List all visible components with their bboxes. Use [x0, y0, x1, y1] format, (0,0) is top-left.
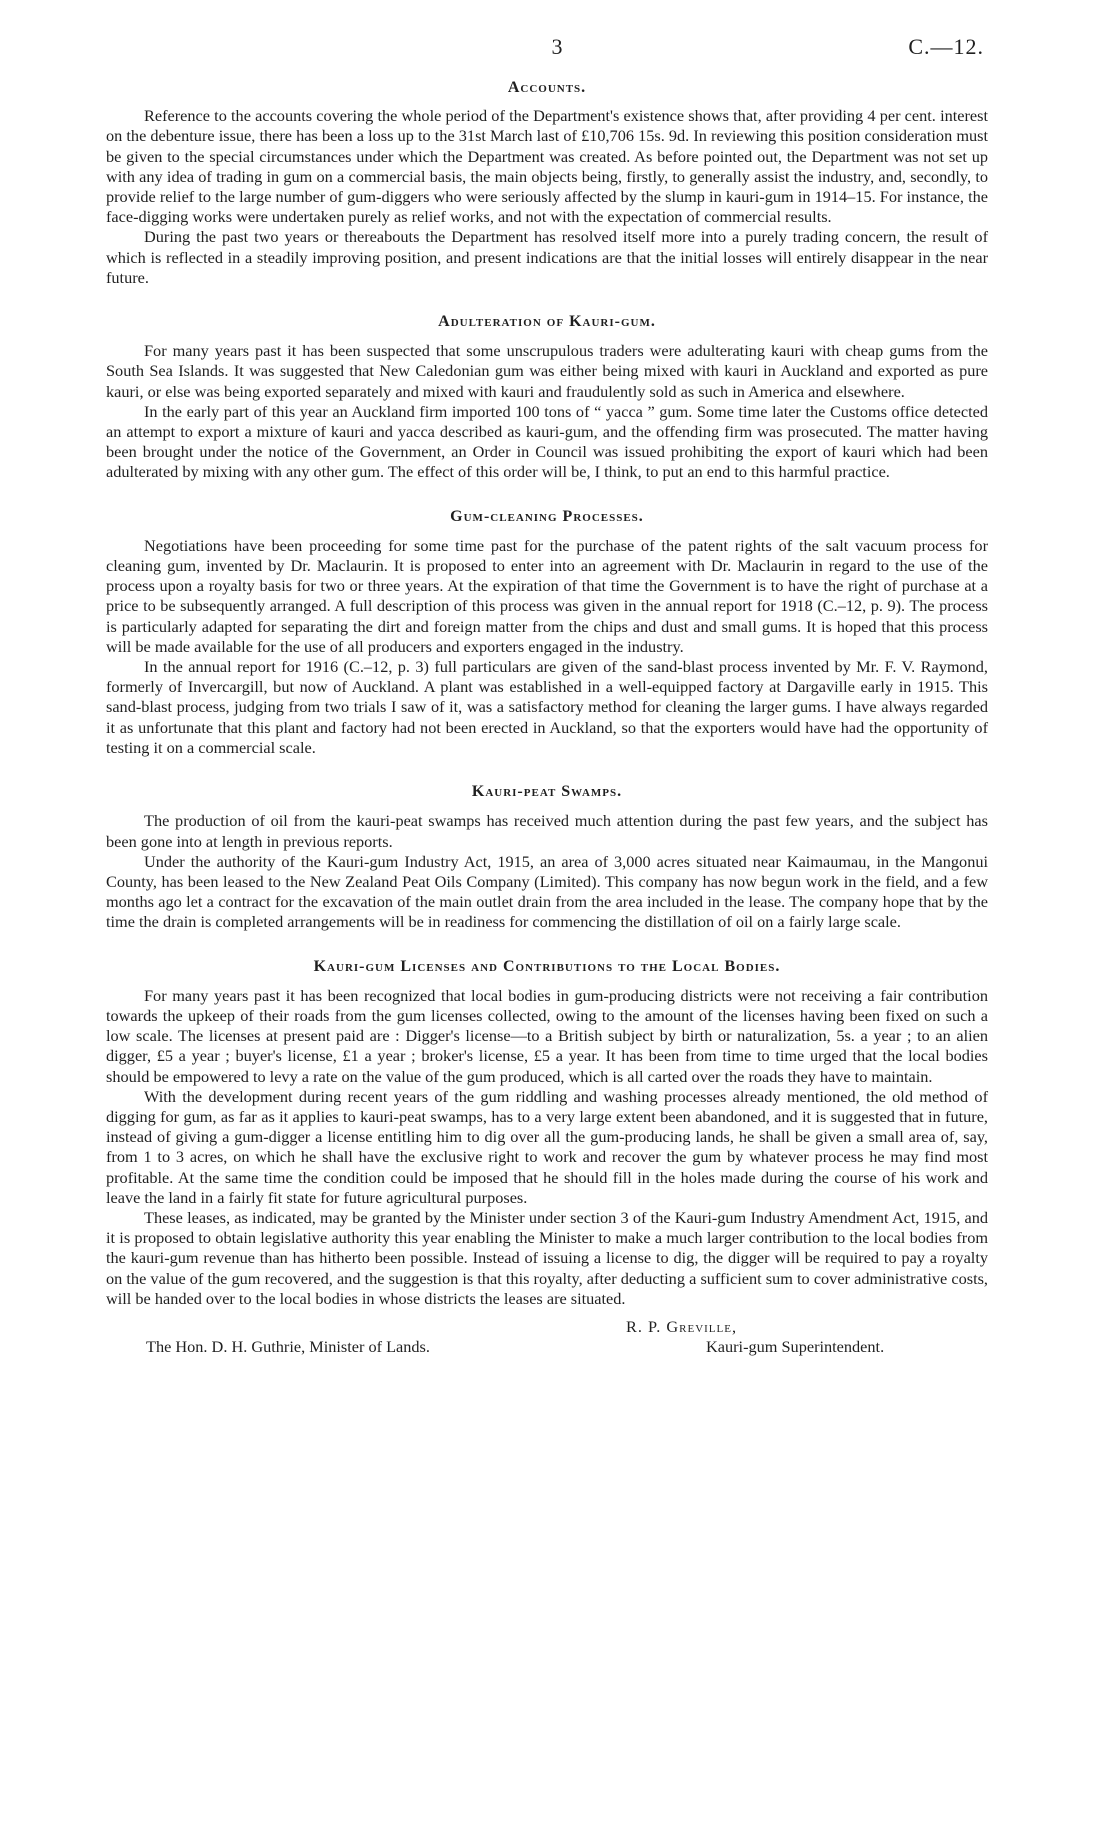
paragraph: Under the authority of the Kauri-gum Industry Act, 1915, an area of 3,000 acres situated near Kaimaumau, in the Mangonui County, has been leased to the New Zealand Peat Oils Company (Limited). This company has now begun work in the field, and a few months ago let a contract for the excavation of the main outlet drain from the area included in the lease. The company hope that by the time the drain is completed arrangements will be in readiness for commencing the distillation of oil on a fairly large scale. [106, 851, 988, 932]
paragraph: In the annual report for 1916 (C.–12, p. 3) full particulars are given of the sand-blast process invented by Mr. F. V. Raymond, formerly of Invercargill, but now of Auckland. A plant was established in a well-equipped factory at Dargaville early in 1915. This sand-blast process, judging from two trials I saw of it, was a satisfactory method for cleaning the larger gums. I have always regarded it as unfortunate that this plant and factory had not been erected in Auckland, so that the exporters would have had the opportunity of testing it on a commercial scale. [106, 657, 988, 757]
paragraph: These leases, as indicated, may be granted by the Minister under section 3 of the Kauri-gum Industry Amendment Act, 1915, and it is proposed to obtain legislative authority this year enabling the Minister to make a much larger contribution to the local bodies from the kauri-gum revenue than has hitherto been possible. Instead of issuing a license to dig, the digger will be required to pay a royalty on the value of the gum recovered, and the suggestion is that this royalty, after deducting a sufficient sum to cover administrative costs, will be handed over to the local bodies in whose districts the leases are situated. [106, 1207, 988, 1308]
paragraph: For many years past it has been suspected that some unscrupulous traders were adulterating kauri with cheap gums from the South Sea Islands. It was suggested that New Caledonian gum was either being mixed with kauri in Auckland and exported as pure kauri, or else was being exported separately and mixed with kauri and fraudulently sold as such in America and elsewhere. [106, 341, 988, 401]
signatory-title: Kauri-gum Superintendent. [706, 1336, 885, 1356]
section-heading-accounts: Accounts. [507, 79, 587, 96]
paragraph: Reference to the accounts covering the whole period of the Department's existence shows that, after providing 4 per cent. interest on the debenture issue, there has been a loss up to the 31st March last of £10,706 15s. 9d. In reviewing this position consideration must be given to the special circumstances under which the Department was created. As before pointed out, the Department was not set up with any idea of trading in gum on a commercial basis, the main objects being, firstly, to generally assist the industry, and, secondly, to provide relief to the large number of gum-diggers who were seriously affected by the slump in kauri-gum in 1914–15. For instance, the face-digging works were undertaken purely as relief works, and not with the expectation of commercial results. [106, 106, 988, 227]
section-heading-licenses: Kauri-gum Licenses and Contributions to the Local Bodies. [313, 957, 781, 975]
section-heading-kauri-peat-swamps: Kauri-peat Swamps. [471, 783, 623, 801]
section-heading-adulteration: Adulteration of Kauri-gum. [438, 313, 656, 331]
signatory-name: R. P. Greville, [626, 1316, 738, 1336]
addressee: The Hon. D. H. Guthrie, Minister of Lands. [146, 1336, 430, 1356]
page-number: 3 [551, 34, 563, 59]
paragraph: Negotiations have been proceeding for some time past for the purchase of the patent rights of the salt vacuum process for cleaning gum, invented by Dr. Maclaurin. It is proposed to enter into an agreement with Dr. Maclaurin in regard to the use of the process upon a royalty basis for two or three years. At the expiration of that time the Government is to have the right of purchase at a price to be subsequently arranged. A full description of this process was given in the annual report for 1918 (C.–12, p. 9). The process is particularly adapted for separating the dirt and foreign matter from the chips and dust and small gums. It is hoped that this process will be made available for the use of all producers and exporters engaged in the industry. [106, 535, 988, 656]
document-body [106, 78, 988, 1363]
paragraph: In the early part of this year an Auckland firm imported 100 tons of “ yacca ” gum. Some time later the Customs office detected an attempt to export a mixture of kauri and yacca described as kauri-gum, and the offending firm was prosecuted. The matter having been brought under the notice of the Government, an Order in Council was issued prohibiting the export of kauri which had been adulterated by mixing with any other gum. The effect of this order will be, I think, to put an end to this harmful practice. [106, 401, 988, 482]
signature-block [106, 1317, 988, 1363]
paragraph: During the past two years or thereabouts the Department has resolved itself more into a purely trading concern, the result of which is reflected in a steadily improving position, and present indications are that the initial losses will entirely disappear in the near future. [106, 227, 988, 287]
document-reference: C.—12. [908, 34, 984, 59]
section-heading-gum-cleaning: Gum-cleaning Processes. [450, 507, 644, 525]
paragraph: For many years past it has been recognized that local bodies in gum-producing districts were not receiving a fair contribution towards the upkeep of their roads from the gum licenses collected, owing to the amount of the licenses having been fixed on such a low scale. The licenses at present paid are : Digger's license—to a British subject by birth or naturalization, 5s. a year ; to an alien digger, £5 a year ; buyer's license, £1 a year ; broker's license, £5 a year. It has been from time to time urged that the local bodies should be empowered to levy a rate on the value of the gum produced, which is all carted over the roads they have to maintain. [106, 985, 988, 1086]
paragraph: The production of oil from the kauri-peat swamps has received much attention during the past few years, and the subject has been gone into at length in previous reports. [106, 811, 988, 851]
paragraph: With the development during recent years of the gum riddling and washing processes already mentioned, the old method of digging for gum, as far as it applies to kauri-peat swamps, has to a very large extent been abandoned, and it is suggested that in future, instead of giving a gum-digger a license entitling him to dig over all the gum-producing lands, he shall be given a small area of, say, from 1 to 3 acres, on which he shall have the exclusive right to work and recover the gum by whatever process he may find most profitable. At the same time the condition could be imposed that he should fill in the holes made during the course of his work and leave the land in a fairly fit state for future agricultural purposes. [106, 1086, 988, 1207]
